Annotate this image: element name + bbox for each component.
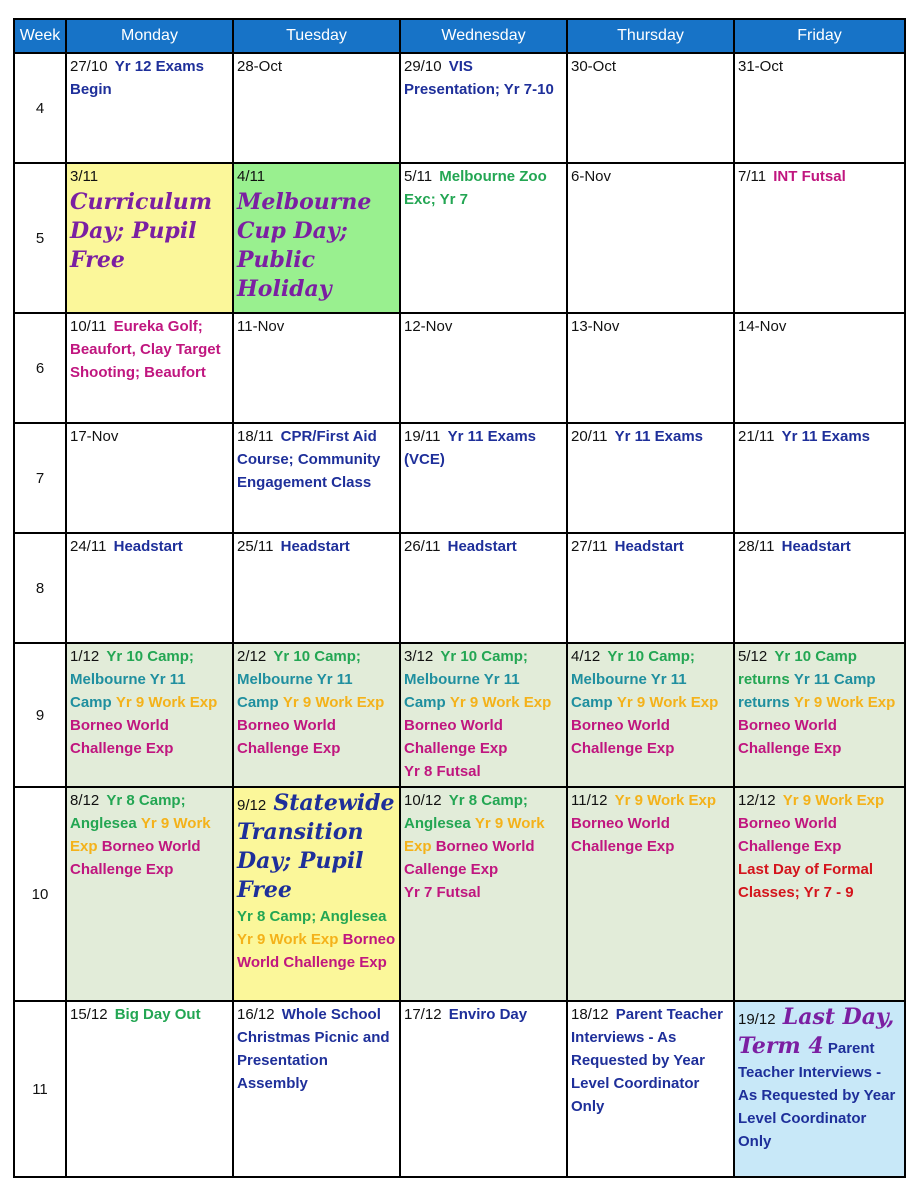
date-label: 13-Nov [571, 318, 620, 335]
date-label: 4/11 [237, 168, 266, 185]
event-text: Headstart [113, 538, 183, 555]
event-text: Headstart [614, 538, 684, 555]
day-cell-thursday [567, 533, 734, 643]
event-text: Melbourne Cup Day; Public Holiday [237, 189, 372, 302]
day-cell-thursday [567, 53, 734, 163]
date-label: 30-Oct [571, 58, 617, 75]
week-row [14, 53, 905, 163]
date-label: 4/12 [571, 648, 601, 665]
event-text: Yr 9 Work Exp [115, 694, 218, 711]
week-row [14, 533, 905, 643]
event-text: Yr 9 Work Exp [282, 694, 385, 711]
date-label: 7/11 [738, 168, 767, 185]
event-text: Borneo World Challenge Exp [237, 931, 396, 971]
day-cell-friday [734, 643, 905, 787]
event-text: Borneo World Challenge Exp [70, 838, 201, 878]
day-cell-tuesday [233, 533, 400, 643]
event-text: Parent Teacher Interviews - As Requested by Year Level Coordinator Only [738, 1040, 896, 1150]
event-text: Yr 7 Futsal [404, 884, 481, 901]
date-label: 24/11 [70, 538, 107, 555]
event-text: Yr 8 Camp; Anglesea [70, 792, 186, 832]
event-text: Yr 9 Work Exp [404, 815, 545, 855]
event-text: Yr 9 Work Exp [782, 792, 885, 809]
header-friday: Friday [734, 19, 905, 53]
date-label: 15/12 [70, 1006, 108, 1023]
day-cell-wednesday [400, 533, 567, 643]
event-text: Headstart [280, 538, 350, 555]
date-label: 1/12 [70, 648, 100, 665]
event-text: Yr 9 Work Exp [70, 815, 211, 855]
week-number: 5 [14, 163, 66, 313]
event-text: Yr 9 Work Exp [449, 694, 552, 711]
event-text: Borneo World Challenge Exp [70, 717, 174, 757]
event-text: Yr 8 Camp; Anglesea [237, 908, 387, 925]
day-cell-monday [66, 423, 233, 533]
date-label: 17/12 [404, 1006, 442, 1023]
day-cell-friday [734, 1001, 905, 1177]
date-label: 27/11 [571, 538, 608, 555]
header-tuesday: Tuesday [233, 19, 400, 53]
week-number: 6 [14, 313, 66, 423]
day-cell-friday [734, 53, 905, 163]
day-cell-friday [734, 533, 905, 643]
week-row [14, 787, 905, 1001]
event-text: Yr 11 Camp returns [738, 671, 876, 711]
date-label: 6-Nov [571, 168, 612, 185]
event-text: Headstart [781, 538, 851, 555]
header-week: Week [14, 19, 66, 53]
event-text: Melbourne Yr 11 Camp [237, 671, 353, 711]
day-cell-friday [734, 313, 905, 423]
day-cell-monday [66, 643, 233, 787]
date-label: 3/11 [70, 168, 99, 185]
event-text: Yr 11 Exams (VCE) [404, 428, 537, 468]
event-text: Curriculum Day; Pupil Free [70, 189, 213, 273]
header-row [14, 19, 905, 53]
header-monday: Monday [66, 19, 233, 53]
week-number: 4 [14, 53, 66, 163]
day-cell-friday [734, 787, 905, 1001]
date-label: 17-Nov [70, 428, 119, 445]
date-label: 31-Oct [738, 58, 784, 75]
day-cell-wednesday [400, 163, 567, 313]
week-number: 11 [14, 1001, 66, 1177]
event-text: INT Futsal [773, 168, 846, 185]
day-cell-wednesday [400, 787, 567, 1001]
week-row [14, 163, 905, 313]
day-cell-tuesday [233, 163, 400, 313]
day-cell-monday [66, 787, 233, 1001]
day-cell-wednesday [400, 1001, 567, 1177]
week-number: 7 [14, 423, 66, 533]
event-text: Borneo World Challenge Exp [237, 717, 341, 757]
event-text: Borneo World Challenge Exp [738, 717, 842, 757]
event-text: Yr 10 Camp; [106, 648, 194, 665]
day-cell-tuesday [233, 1001, 400, 1177]
day-cell-tuesday [233, 787, 400, 1001]
event-text: Yr 9 Work Exp [614, 792, 717, 809]
date-label: 9/12 [237, 797, 267, 814]
week-number: 9 [14, 643, 66, 787]
day-cell-friday [734, 163, 905, 313]
date-label: 5/11 [404, 168, 433, 185]
date-label: 12-Nov [404, 318, 453, 335]
date-label: 10/11 [70, 318, 107, 335]
event-text: Enviro Day [448, 1006, 528, 1023]
event-text: Yr 12 Exams Begin [70, 58, 204, 98]
date-label: 3/12 [404, 648, 434, 665]
day-cell-monday [66, 533, 233, 643]
date-label: 16/12 [237, 1006, 275, 1023]
event-text: Yr 10 Camp returns [738, 648, 857, 688]
event-text: Borneo World Challenge Exp [571, 717, 675, 757]
event-text: Headstart [447, 538, 517, 555]
event-text: Yr 8 Camp; Anglesea [404, 792, 528, 832]
day-cell-thursday [567, 787, 734, 1001]
week-row [14, 313, 905, 423]
date-label: 2/12 [237, 648, 267, 665]
event-text: Yr 11 Exams [614, 428, 704, 445]
day-cell-wednesday [400, 313, 567, 423]
day-cell-monday [66, 163, 233, 313]
day-cell-tuesday [233, 423, 400, 533]
date-label: 11-Nov [237, 318, 285, 335]
event-text: Whole School Christmas Picnic and Presentation Assembly [237, 1006, 390, 1092]
event-text: Melbourne Yr 11 Camp [70, 671, 186, 711]
day-cell-monday [66, 53, 233, 163]
event-text: Borneo World Challenge Exp [404, 717, 508, 757]
day-cell-thursday [567, 423, 734, 533]
event-text: Yr 9 Work Exp [237, 931, 339, 948]
day-cell-wednesday [400, 643, 567, 787]
day-cell-monday [66, 313, 233, 423]
date-label: 14-Nov [738, 318, 787, 335]
event-text: Melbourne Yr 11 Camp [571, 671, 687, 711]
event-text: Yr 10 Camp; [607, 648, 695, 665]
week-row [14, 423, 905, 533]
day-cell-thursday [567, 1001, 734, 1177]
date-label: 8/12 [70, 792, 100, 809]
date-label: 25/11 [237, 538, 274, 555]
day-cell-tuesday [233, 643, 400, 787]
calendar-body [14, 53, 905, 1177]
term-calendar-table [13, 18, 906, 1178]
day-cell-thursday [567, 313, 734, 423]
event-text: Yr 9 Work Exp [793, 694, 896, 711]
header-thursday: Thursday [567, 19, 734, 53]
event-text: Borneo World Challenge Exp [571, 815, 675, 855]
day-cell-tuesday [233, 53, 400, 163]
event-text: Yr 10 Camp; [273, 648, 361, 665]
event-text: Melbourne Yr 11 Camp [404, 671, 520, 711]
date-label: 19/11 [404, 428, 441, 445]
event-text: Parent Teacher Interviews - As Requested by Year Level Coordinator Only [571, 1006, 723, 1115]
date-label: 10/12 [404, 792, 442, 809]
event-text: Yr 10 Camp; [440, 648, 528, 665]
week-number: 8 [14, 533, 66, 643]
day-cell-tuesday [233, 313, 400, 423]
event-text: Borneo World Challenge Exp [738, 815, 842, 855]
event-text: Borneo World Callenge Exp [404, 838, 535, 878]
event-text: CPR/First Aid Course; Community Engagement Class [237, 428, 381, 491]
event-text: Last Day, Term 4 [738, 1004, 895, 1059]
event-text: Statewide Transition Day; Pupil Free [237, 790, 395, 903]
day-cell-thursday [567, 163, 734, 313]
date-label: 20/11 [571, 428, 608, 445]
date-label: 18/12 [571, 1006, 609, 1023]
event-text: Yr 8 Futsal [404, 763, 481, 780]
date-label: 28-Oct [237, 58, 283, 75]
header-wednesday: Wednesday [400, 19, 567, 53]
week-number: 10 [14, 787, 66, 1001]
date-label: 21/11 [738, 428, 775, 445]
event-text: Melbourne Zoo Exc; Yr 7 [404, 168, 547, 208]
event-text: Big Day Out [114, 1006, 201, 1023]
event-text: Yr 11 Exams [781, 428, 871, 445]
date-label: 19/12 [738, 1011, 776, 1028]
day-cell-friday [734, 423, 905, 533]
event-text: VIS Presentation; Yr 7-10 [404, 58, 554, 98]
event-text: Yr 9 Work Exp [616, 694, 719, 711]
day-cell-wednesday [400, 53, 567, 163]
week-row [14, 1001, 905, 1177]
day-cell-monday [66, 1001, 233, 1177]
date-label: 12/12 [738, 792, 776, 809]
day-cell-thursday [567, 643, 734, 787]
day-cell-wednesday [400, 423, 567, 533]
date-label: 28/11 [738, 538, 775, 555]
date-label: 5/12 [738, 648, 768, 665]
date-label: 18/11 [237, 428, 274, 445]
event-text: Eureka Golf; Beaufort, Clay Target Shooting; Beaufort [70, 318, 221, 381]
event-text: Last Day of Formal Classes; Yr 7 - 9 [738, 861, 874, 901]
week-row [14, 643, 905, 787]
date-label: 26/11 [404, 538, 441, 555]
date-label: 29/10 [404, 58, 442, 75]
date-label: 11/12 [571, 792, 608, 809]
date-label: 27/10 [70, 58, 108, 75]
